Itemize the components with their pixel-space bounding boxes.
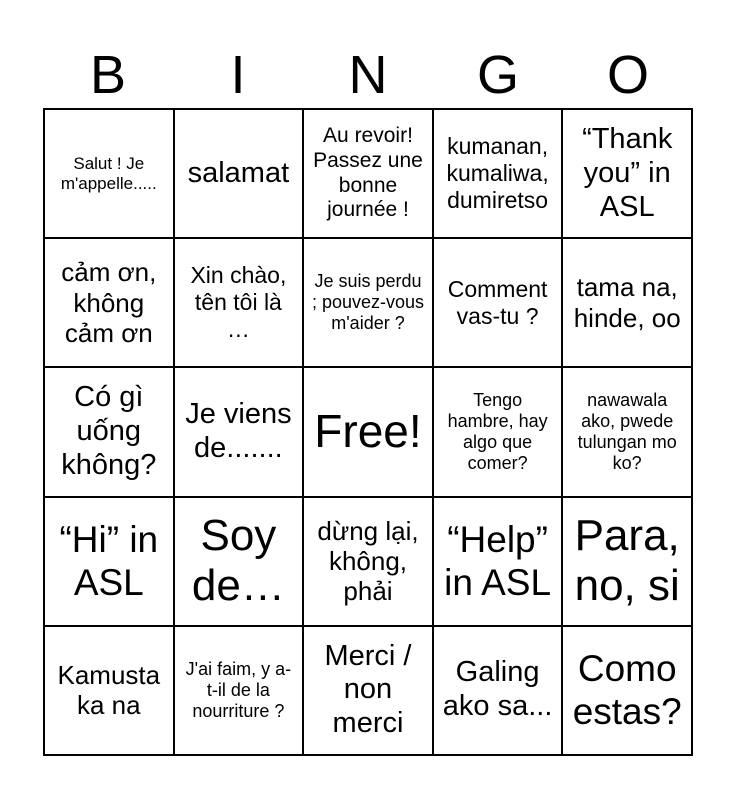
bingo-cell[interactable]: “Thank you” in ASL (562, 109, 692, 238)
bingo-cell[interactable]: J'ai faim, y a-t-il de la nourriture ? (174, 626, 304, 755)
header-letter-n: N (348, 45, 388, 105)
bingo-cell[interactable]: “Help” in ASL (433, 497, 563, 626)
bingo-cell[interactable]: Xin chào, tên tôi là … (174, 238, 304, 367)
header-letter-g: G (476, 45, 519, 105)
header-letter-i: I (230, 45, 246, 105)
bingo-cell[interactable]: Je suis perdu ; pouvez-vous m'aider ? (303, 238, 433, 367)
bingo-cell[interactable]: tama na, hinde, oo (562, 238, 692, 367)
bingo-cell[interactable]: cảm ơn, không cảm ơn (44, 238, 174, 367)
free-space[interactable]: Free! (303, 367, 433, 496)
bingo-cell[interactable]: kumanan, kumaliwa, dumiretso (433, 109, 563, 238)
bingo-cell[interactable]: Salut ! Je m'appelle..... (44, 109, 174, 238)
bingo-cell[interactable]: Au revoir! Passez une bonne journée ! (303, 109, 433, 238)
bingo-cell[interactable]: Merci / non merci (303, 626, 433, 755)
header-letter-o: O (606, 45, 649, 105)
bingo-cell[interactable]: Soy de… (174, 497, 304, 626)
bingo-cell[interactable]: Para, no, si (562, 497, 692, 626)
bingo-cell[interactable]: Comment vas-tu ? (433, 238, 563, 367)
bingo-cell[interactable]: Galing ako sa... (433, 626, 563, 755)
bingo-cell[interactable]: nawawala ako, pwede tulungan mo ko? (562, 367, 692, 496)
bingo-cell[interactable]: Có gì uống không? (44, 367, 174, 496)
bingo-cell[interactable]: “Hi” in ASL (44, 497, 174, 626)
bingo-cell[interactable]: Tengo hambre, hay algo que comer? (433, 367, 563, 496)
bingo-cell[interactable]: Je viens de....... (174, 367, 304, 496)
bingo-cell[interactable]: Como estas? (562, 626, 692, 755)
bingo-cell[interactable]: salamat (174, 109, 304, 238)
bingo-cell[interactable]: Kamusta ka na (44, 626, 174, 755)
bingo-cell[interactable]: dừng lại, không, phải (303, 497, 433, 626)
bingo-header (43, 44, 693, 106)
bingo-board (43, 108, 693, 756)
header-letter-b: B (89, 45, 127, 105)
